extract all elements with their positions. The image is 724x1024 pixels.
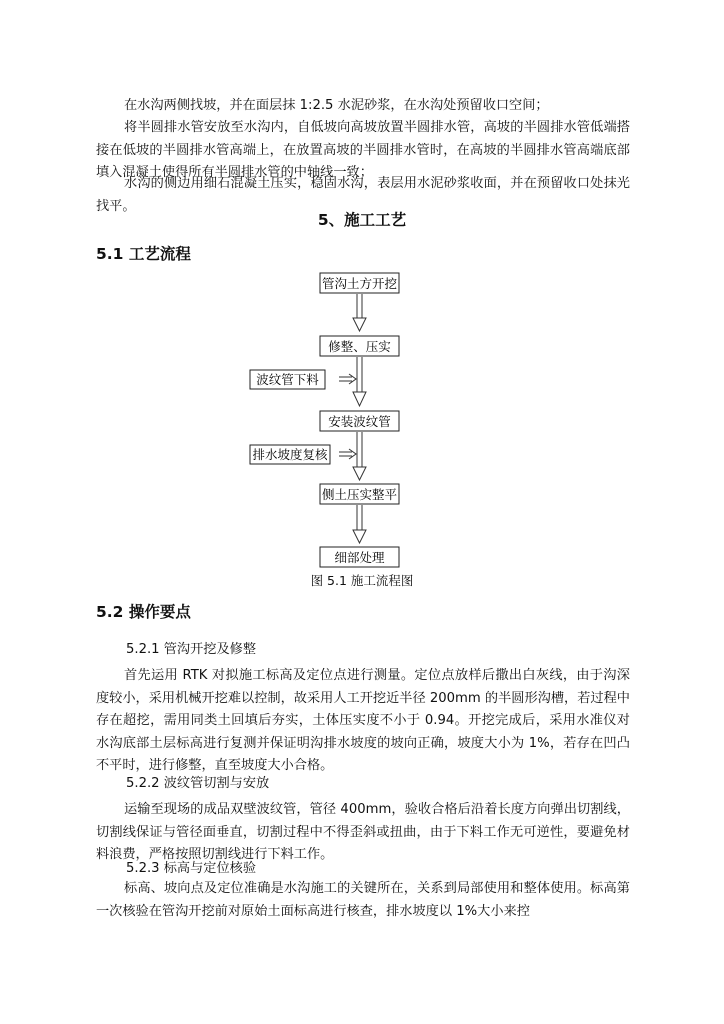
flow-side-slope-check xyxy=(250,445,330,464)
section-5-2-2-text: 运输至现场的成品双壁波纹管，管径 400mm，验收合格后沿着长度方向弹出切割线，切割线保证与管径面垂直，切割过程中不得歪斜或扭曲，由于下料工作无可逆性，要避免材料浪费，严格按照切割线进行下料工作。 xyxy=(96,802,630,862)
section-5-1-heading: 5.1 工艺流程 xyxy=(96,245,191,263)
section-5-2-2-heading: 5.2.2 波纹管切割与安放 xyxy=(126,776,270,791)
flow-step-label: 安装波纹管 xyxy=(328,414,391,429)
intro-paragraph-2: 将半圆排水管安放至水沟内，自低坡向高坡放置半圆排水管，高坡的半圆排水管低端搭接在低坡的半圆排水管高端上，在放置高坡的半圆排水管时，在高坡的半圆排水管高端底部填入混凝土使得所有半圆排水管的中轴线一致； xyxy=(96,120,630,180)
figure-caption: 图 5.1 施工流程图 xyxy=(310,573,414,588)
flow-step-label: 侧土压实整平 xyxy=(321,487,398,502)
flow-side-pipe-cutting xyxy=(250,370,325,389)
section-5-heading: 5、施工工艺 xyxy=(317,211,407,229)
section-5-2-3-text: 标高、坡向点及定位准确是水沟施工的关键所在，关系到局部使用和整体使用。标高第一次核验在管沟开挖前对原始土面标高进行核查，排水坡度以 1%大小来控 xyxy=(96,881,630,919)
flow-side-label: 排水坡度复核 xyxy=(252,447,328,462)
section-5-2-3-heading: 5.2.3 标高与定位核验 xyxy=(126,861,257,876)
section-5-2-heading: 5.2 操作要点 xyxy=(96,603,191,621)
flow-step-trim-compact xyxy=(320,336,399,356)
intro-paragraph-3: 水沟的侧边用细石混凝土压实，稳固水沟，表层用水泥砂浆收面，并在预留收口处抹光找平。 xyxy=(96,176,630,214)
flow-step-excavation xyxy=(320,273,399,293)
section-5-2-1-text: 首先运用 RTK 对拟施工标高及定位点进行测量。定位点放样后撒出白灰线，由于沟深度较小，采用机械开挖难以控制，故采用人工开挖近半径 200mm 的半圆形沟槽，若过程中存在超挖，需用同类土回填后夯实，土体压实度不小于 0.94。开挖完成后，采用水准仪对水沟底部土层标高进行复测并保证明沟排水坡度的坡向正确，坡度大小为 1%，若存在凹凸不平时，进行修整，直至坡度大小合格。 xyxy=(96,668,630,773)
intro-paragraph-1: 在水沟两侧找坡，并在面层抹 1:2.5 水泥砂浆，在水沟处预留收口空间； xyxy=(124,98,549,113)
process-flow-diagram xyxy=(0,268,724,568)
section-5-2-1-heading: 5.2.1 管沟开挖及修整 xyxy=(126,642,257,657)
flow-step-label: 修整、压实 xyxy=(328,339,391,354)
flow-step-side-compaction xyxy=(320,484,399,504)
flow-step-label: 细部处理 xyxy=(334,550,385,565)
flow-side-label: 波纹管下料 xyxy=(256,372,319,387)
flow-step-install-pipe xyxy=(320,411,399,431)
flow-step-detail-treatment xyxy=(320,547,399,567)
flow-step-label: 管沟土方开挖 xyxy=(321,276,398,291)
